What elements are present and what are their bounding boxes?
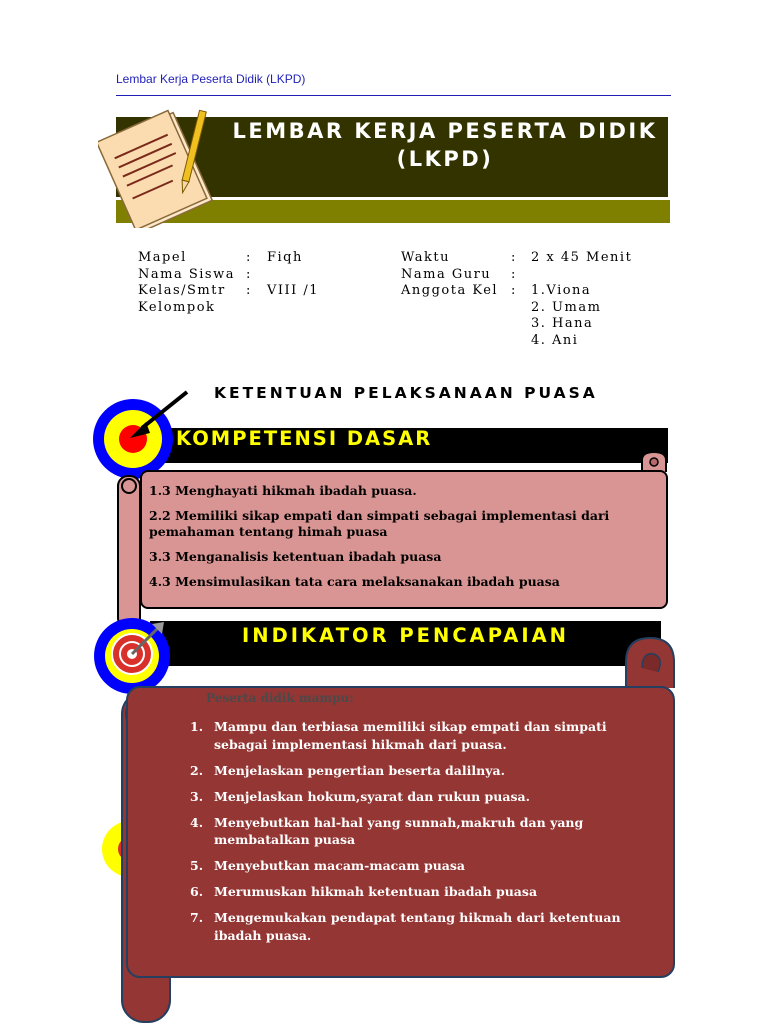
info-label: Mapel	[138, 250, 187, 265]
info-value-mapel: Fiqh	[267, 250, 303, 265]
document-header: Lembar Kerja Peserta Didik (LKPD)	[116, 72, 306, 86]
info-right-separators	[511, 250, 525, 300]
indikator-item	[190, 718, 660, 753]
indikator-item	[190, 788, 660, 806]
indikator-item-text: Menyebutkan hal-hal yang sunnah,makruh dan yang membatalkan puasa	[214, 814, 584, 847]
info-value-waktu: 2 x 45 Menit	[531, 250, 633, 265]
info-separator: :	[246, 283, 252, 298]
indikator-heading: INDIKATOR PENCAPAIAN	[242, 624, 569, 647]
indikator-intro: Peserta didik mampu:	[206, 691, 354, 705]
indikator-item-number: 5.	[190, 858, 204, 873]
kompetensi-item: 3.3 Menganalisis ketentuan ibadah puasa	[149, 549, 442, 564]
info-separator: :	[246, 266, 252, 282]
page-title-line2: (LKPD)	[396, 147, 494, 171]
indikator-item-number: 2.	[190, 762, 204, 778]
indikator-item-number: 6.	[190, 884, 204, 899]
info-left-labels	[138, 250, 248, 316]
indikator-item-text: Mampu dan terbiasa memiliki sikap empati dan simpati sebagai implementasi hikmah dari puasa.	[214, 719, 607, 752]
info-label: Nama Siswa	[138, 266, 235, 282]
info-label: Kelas/Smtr	[138, 283, 226, 298]
info-value-anggota-2: 2. Umam	[531, 299, 602, 315]
document-pencil-icon	[98, 108, 218, 228]
indikator-item-text: Menyebutkan macam-macam puasa	[214, 858, 466, 873]
indikator-item	[190, 762, 660, 780]
indikator-item-number: 4.	[190, 814, 204, 830]
info-value-anggota-4: 4. Ani	[531, 332, 579, 348]
indikator-item	[190, 883, 660, 901]
info-separator: :	[511, 266, 517, 282]
info-separator: :	[511, 283, 517, 298]
info-left-separators	[246, 250, 260, 316]
page-title-line1: LEMBAR KERJA PESERTA DIDIK	[232, 119, 658, 143]
indikator-item-text: Mengemukakan pendapat tentang hikmah dari ketentuan ibadah puasa.	[214, 910, 621, 943]
info-label: Nama Guru	[401, 266, 492, 282]
info-label: Kelompok	[138, 299, 216, 315]
header-divider	[116, 95, 671, 96]
info-value-kelas: VIII /1	[267, 283, 320, 298]
kompetensi-item: 1.3 Menghayati hikmah ibadah puasa.	[149, 483, 417, 498]
info-left-values	[267, 250, 387, 316]
info-separator: :	[246, 250, 252, 265]
kompetensi-item: 4.3 Mensimulasikan tata cara melaksanakan ibadah puasa	[149, 574, 560, 589]
indikator-list	[190, 718, 660, 953]
page-title	[210, 117, 680, 173]
info-right-labels	[401, 250, 511, 300]
indikator-item	[190, 814, 660, 849]
info-value-nama-siswa	[267, 267, 387, 284]
indikator-item-number: 1.	[190, 719, 204, 734]
indikator-item-text: Merumuskan hikmah ketentuan ibadah puasa	[214, 884, 538, 899]
indikator-item	[190, 909, 660, 944]
info-value-kelompok	[267, 300, 387, 317]
kompetensi-item: 2.2 Memiliki sikap empati dan simpati sebagai implementasi dari pemahaman tentang himah puasa	[149, 508, 610, 539]
indikator-item-number: 7.	[190, 910, 204, 925]
info-separator: :	[511, 250, 517, 265]
info-value-anggota-1: 1.Viona	[531, 283, 592, 298]
indikator-item-text: Menjelaskan pengertian beserta dalilnya.	[214, 762, 505, 778]
kompetensi-heading: KOMPETENSI DASAR	[176, 427, 433, 450]
section-title: KETENTUAN PELAKSANAAN PUASA	[214, 384, 598, 402]
info-label: Anggota Kel	[401, 283, 499, 298]
indikator-item-number: 3.	[190, 788, 204, 804]
info-value-nama-guru	[531, 267, 661, 284]
kompetensi-list	[149, 483, 664, 599]
info-separator	[246, 300, 260, 317]
indikator-item-text: Menjelaskan hokum,syarat dan rukun puasa.	[214, 788, 530, 804]
info-value-anggota-3: 3. Hana	[531, 316, 594, 331]
info-right-values	[531, 250, 661, 349]
info-label: Waktu	[401, 250, 450, 265]
indikator-item	[190, 857, 660, 875]
